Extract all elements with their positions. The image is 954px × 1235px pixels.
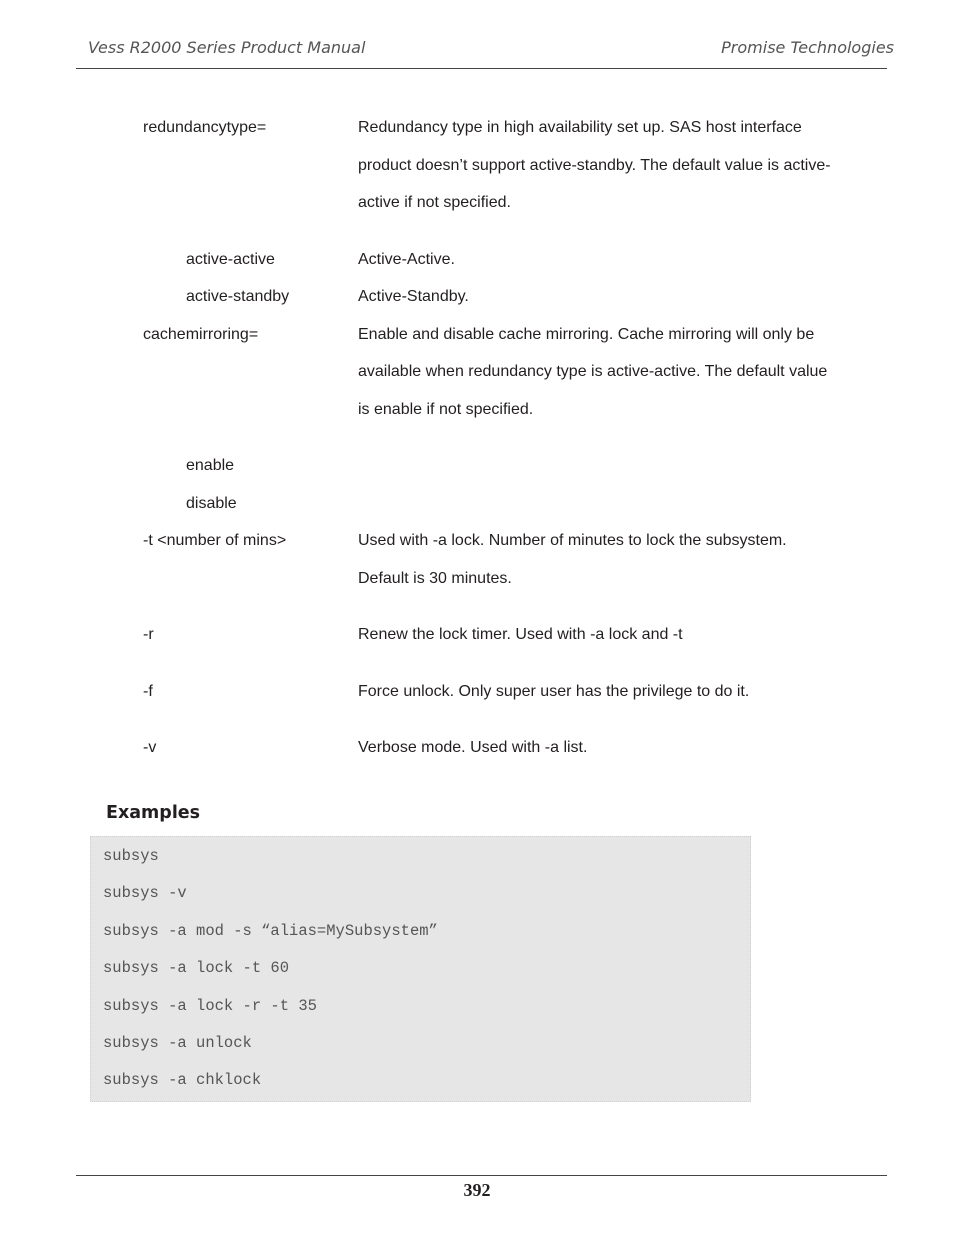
param-row-f — [0, 673, 954, 711]
param-row-v — [0, 729, 954, 767]
param-row-enable — [0, 447, 954, 485]
param-row-r — [0, 616, 954, 654]
description-line: Default is 30 minutes. — [358, 569, 512, 587]
param-description — [358, 316, 878, 429]
param-term: redundancytype= — [143, 119, 267, 136]
param-row-active-active — [0, 241, 954, 279]
examples-heading: Examples — [106, 803, 201, 823]
code-line: subsys -a lock -r -t 35 — [103, 997, 317, 1015]
param-row-disable — [0, 485, 954, 523]
description-line: Redundancy type in high availability set up. SAS host interface — [358, 119, 802, 136]
param-row-t — [0, 522, 954, 597]
param-description — [358, 616, 878, 654]
param-description — [358, 109, 878, 222]
manual-title: Vess R2000 Series Product Manual — [88, 38, 366, 57]
description-line: product doesn’t support active-standby. The default value is active- — [358, 156, 831, 174]
description-line: Verbose mode. Used with -a list. — [358, 739, 588, 756]
code-line: subsys -a mod -s “alias=MySubsystem” — [103, 922, 438, 940]
param-row-active-standby — [0, 278, 954, 316]
param-term: -f — [143, 682, 153, 700]
description-line: Active-Standby. — [358, 288, 469, 305]
description-line: Enable and disable cache mirroring. Cache mirroring will only be — [358, 325, 815, 343]
code-line: subsys -a lock -t 60 — [103, 959, 290, 977]
param-term: -t <number of mins> — [143, 532, 287, 549]
description-line: Force unlock. Only super user has the privilege to do it. — [358, 682, 750, 700]
code-line: subsys — [103, 847, 159, 865]
examples-code-block — [90, 836, 751, 1102]
description-line: is enable if not specified. — [358, 400, 534, 418]
param-term: -v — [143, 739, 157, 756]
param-description — [358, 278, 878, 316]
code-line: subsys -a chklock — [103, 1071, 262, 1089]
footer-rule — [76, 1175, 887, 1176]
param-row-redundancytype — [0, 109, 954, 222]
param-description — [358, 729, 878, 767]
page-number: 392 — [463, 1180, 491, 1200]
description-line: available when redundancy type is active-active. The default value — [358, 363, 828, 380]
description-line: Renew the lock timer. Used with -a lock and -t — [358, 626, 683, 643]
code-line: subsys -v — [103, 884, 187, 902]
description-line: Used with -a lock. Number of minutes to lock the subsystem. — [358, 532, 787, 549]
description-line: active if not specified. — [358, 194, 511, 211]
code-line: subsys -a unlock — [103, 1034, 252, 1052]
param-term: -r — [143, 626, 154, 643]
param-description — [358, 673, 878, 711]
page-header — [88, 38, 894, 62]
param-row-cachemirroring — [0, 316, 954, 429]
parameter-list — [0, 109, 954, 767]
param-description — [358, 522, 878, 597]
company-name: Promise Technologies — [721, 38, 894, 57]
param-term: cachemirroring= — [143, 325, 259, 343]
description-line: Active-Active. — [358, 250, 455, 268]
param-value: active-active — [186, 250, 275, 268]
param-value: enable — [186, 457, 235, 474]
param-value: active-standby — [186, 288, 290, 305]
param-description — [358, 241, 878, 279]
header-rule — [76, 68, 887, 69]
param-value: disable — [186, 494, 237, 512]
